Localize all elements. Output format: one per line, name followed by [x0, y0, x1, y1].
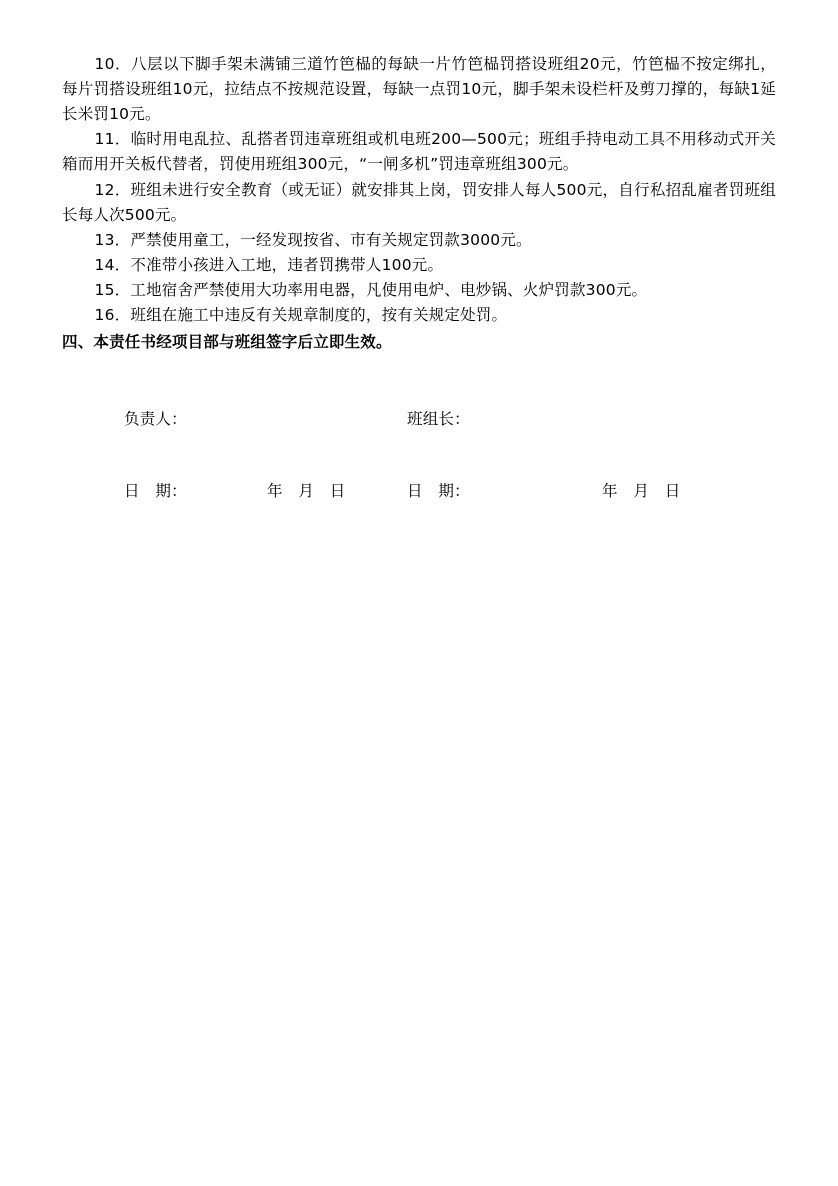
date-label-right: 日 期： [407, 482, 470, 501]
section-heading-four: 四、本责任书经项目部与班组签字后立即生效。 [62, 333, 392, 352]
clause-paragraph-13: 13．严禁使用童工，一经发现按省、市有关规定罚款3000元。 [94, 230, 532, 249]
clause-paragraph-15: 15．工地宿舍严禁使用大功率用电器，凡使用电炉、电炒锅、火炉罚款300元。 [94, 280, 648, 299]
clause-paragraph-10: 10．八层以下脚手架未满铺三道竹笆榀的每缺一片竹笆榀罚搭设班组20元，竹笆榀不按定绑扎，每片罚搭设班组10元，拉结点不按规范设置，每缺一点罚10元，脚手架未设栏杆及剪刀撑的，每缺1延长米罚10元。 [62, 55, 776, 124]
signature-date-row [62, 479, 776, 509]
clause-paragraph-16: 16．班组在施工中违反有关规章制度的，按有关规定处罚。 [94, 306, 508, 325]
signature-name-row [62, 407, 776, 437]
clause-paragraph-14: 14．不准带小孩进入工地，违者罚携带人100元。 [94, 255, 444, 274]
date-label-left: 日 期： [124, 482, 187, 501]
clause-paragraph-12: 12．班组未进行安全教育（或无证）就安排其上岗，罚安排人每人500元，自行私招乱雇者罚班组长每人次500元。 [62, 180, 776, 224]
date-ymd-left: 年 月 日 [267, 482, 346, 501]
responsible-person-label: 负责人： [124, 410, 187, 429]
document-body [62, 52, 776, 509]
signature-block [62, 407, 776, 509]
team-leader-label: 班组长： [407, 410, 470, 429]
date-ymd-right: 年 月 日 [602, 482, 681, 501]
clause-paragraph-11: 11．临时用电乱拉、乱搭者罚违章班组或机电班200—500元；班组手持电动工具不用移动式开关箱而用开关板代替者，罚使用班组300元，“一闸多机”罚违章班组300元。 [62, 130, 776, 174]
